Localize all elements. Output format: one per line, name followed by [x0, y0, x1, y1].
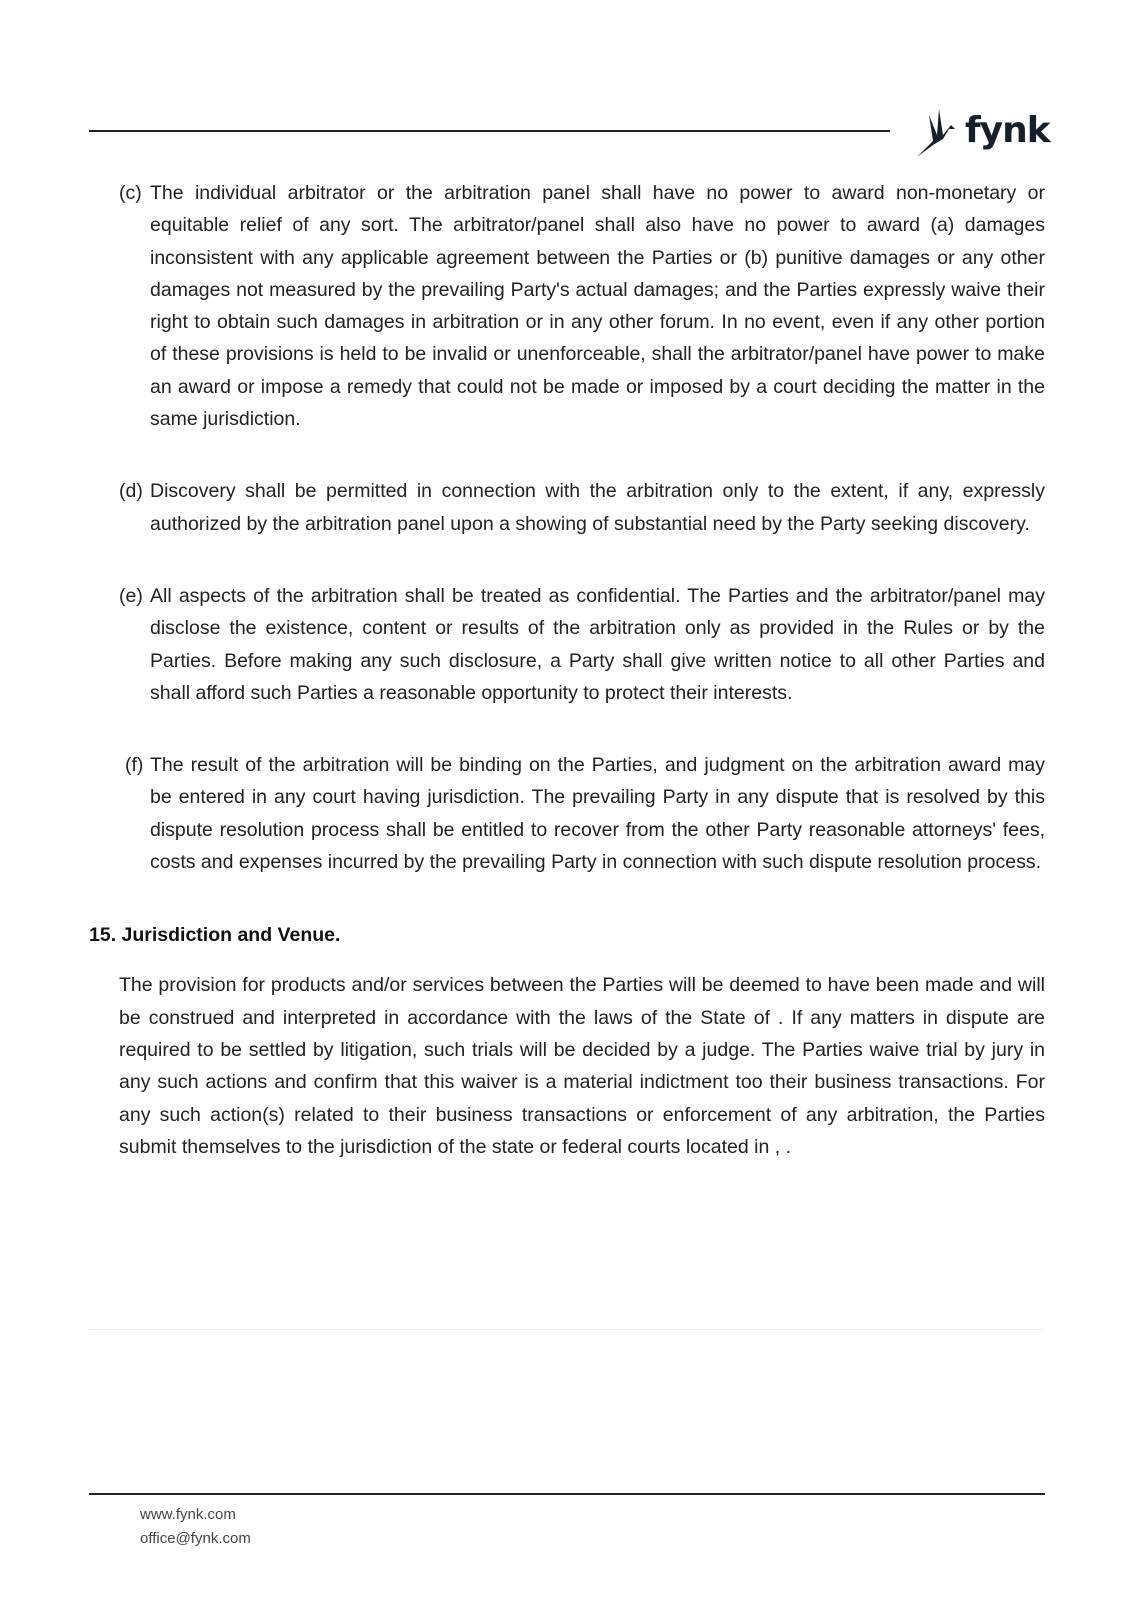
clause-text: The individual arbitrator or the arbitration panel shall have no power to award non-monetary or equitable relief of any sort. The arbitrator/panel shall also have no power to award (a) damages inconsistent with any applicable agreement between the Parties or (b) punitive damages or any other damages not measured by the prevailing Party's actual damages; and the Parties expressly waive their right to obtain such damages in arbitration or in any other forum. In no event, even if any other portion of these provisions is held to be invalid or unenforceable, shall the arbitrator/panel have power to make an award or impose a remedy that could not be made or imposed by a court deciding the matter in the same jurisdiction. [150, 182, 1045, 431]
section-body: The provision for products and/or services between the Parties will be deemed to have been made and will be construed and interpreted in accordance with the laws of the State of . If any matters in dispute are required to be settled by litigation, such trials will be decided by a judge. The Parties waive trial by jury in any such actions and confirm that this waiver is a material indictment too their business transactions. For any such action(s) related to their business transactions or enforcement of any arbitration, the Parties submit themselves to the jurisdiction of the state or federal courts located in , . [119, 974, 1045, 1158]
footer-email[interactable]: office@fynk.com [140, 1530, 251, 1547]
clause-d [89, 475, 1045, 540]
clause-marker: (d) [119, 480, 143, 503]
clause-text: The result of the arbitration will be binding on the Parties, and judgment on the arbitration award may be entered in any court having jurisdiction. The prevailing Party in any dispute that is resolved by this dispute resolution process shall be entitled to recover from the other Party reasonable attorneys' fees, costs and expenses incurred by the prevailing Party in connection with such dispute resolution process. [150, 754, 1045, 874]
document-body [89, 177, 1045, 1163]
footer [140, 1503, 251, 1551]
clause-text: Discovery shall be permitted in connection with the arbitration only to the extent, if any, expressly authorized by the arbitration panel upon a showing of substantial need by the Party seeking discovery. [150, 480, 1045, 535]
clause-c [89, 177, 1045, 435]
clause-marker: (f) [125, 754, 144, 777]
footer-divider [89, 1493, 1045, 1495]
section-title: 15. Jurisdiction and Venue. [89, 924, 341, 947]
clause-e [89, 580, 1045, 709]
logo-text: fynk [965, 109, 1050, 151]
clause-f [89, 749, 1045, 878]
clause-text: All aspects of the arbitration shall be treated as confidential. The Parties and the arbitrator/panel may disclose the existence, content or results of the arbitration only as provided in the Rules or by the Parties. Before making any such disclosure, a Party shall give written notice to all other Parties and shall afford such Parties a reasonable opportunity to protect their interests. [150, 584, 1045, 704]
content-divider [89, 1329, 1045, 1330]
fynk-logo [915, 104, 1050, 160]
clause-marker: (c) [119, 182, 142, 204]
bird-icon [915, 105, 959, 159]
clause-marker: (e) [119, 584, 143, 607]
header-divider [89, 130, 890, 132]
footer-website[interactable]: www.fynk.com [140, 1506, 236, 1523]
